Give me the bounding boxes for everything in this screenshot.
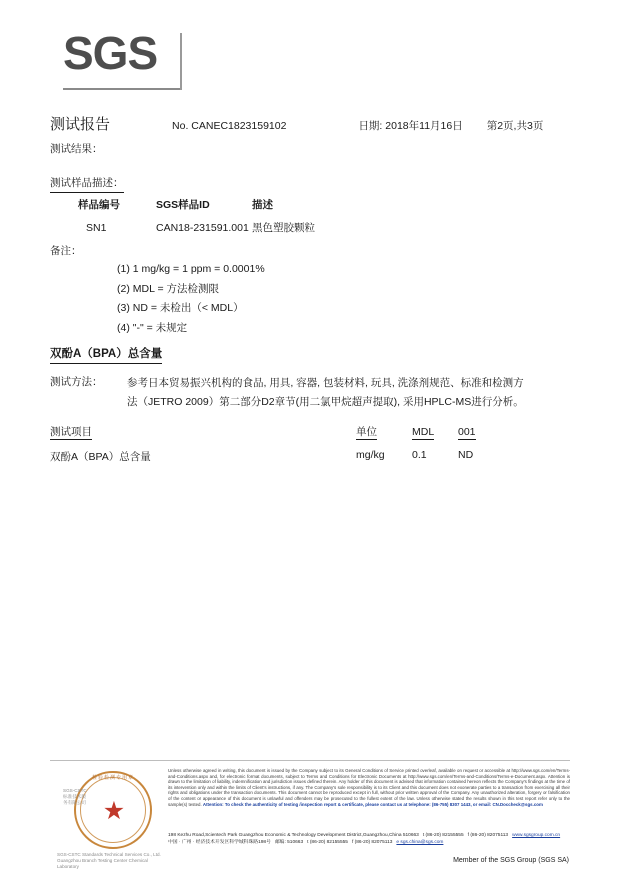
footer-divider bbox=[50, 760, 570, 761]
report-header-row bbox=[50, 113, 570, 134]
address-en: 198 Kezhu Road,Scientech Park Guangzhou Economic & Technology Development District,Guangzhou,China 510663 bbox=[168, 833, 419, 838]
list-item: (3) ND = 未检出（< MDL） bbox=[117, 302, 244, 314]
result-col-001-label: 001 bbox=[458, 425, 476, 438]
address-cn: 中国 · 广州 · 经济技术开发区科学城科珠路198号 bbox=[168, 840, 271, 845]
page-counter: 第2页,共3页 bbox=[486, 120, 544, 132]
address-en-tel: t (86-20) 82155555 bbox=[422, 833, 464, 838]
stamp-caption bbox=[57, 852, 169, 870]
result-mdl: 0.1 bbox=[412, 449, 427, 461]
address-cn-mail[interactable]: e sgs.china@sgs.com bbox=[396, 840, 444, 845]
legal-disclaimer bbox=[168, 768, 570, 807]
result-unit: mg/kg bbox=[356, 449, 385, 461]
sample-table bbox=[78, 197, 392, 235]
result-table bbox=[50, 424, 518, 464]
page-title: 测试报告 bbox=[50, 116, 111, 133]
sgs-logo-text: SGS bbox=[63, 27, 158, 79]
sample-desc: 黑色塑胶颗粒 bbox=[252, 222, 315, 234]
section-heading-bpa: 双酚A（BPA）总含量 bbox=[50, 345, 162, 364]
sgs-logo bbox=[63, 27, 183, 88]
list-item: (1) 1 mg/kg = 1 ppm = 0.0001% bbox=[117, 263, 265, 275]
table-row bbox=[78, 220, 392, 235]
stamp-caption-line-1: SGS-CSTC Standards Technical Services Co., Ltd. bbox=[57, 852, 161, 857]
test-method-line-2: 法（JETRO 2009）第二部分D2章节(用二氯甲烷超声提取), 采用HPLC-MS进行分析。 bbox=[127, 396, 524, 408]
sample-col-desc: 描述 bbox=[252, 199, 273, 211]
footer-address bbox=[168, 832, 570, 846]
address-en-fax: f (86-20) 82075113 bbox=[467, 833, 509, 838]
legal-text: Unless otherwise agreed in writing, this document is issued by the Company subject to its General Conditions of Service printed overleaf, available on request or accessible at http://www.sgs.com/en/Terms-and-Conditions.aspx and, for electronic format documents, subject to Terms and Conditions for Electronic Documents at http://www.sgs.com/en/Terms-and-Conditions/Terms-e-Document.aspx. Attention is drawn to the limitation of liability, indemnification and jurisdiction issues defined therein. Any holder of this document is advised that information contained hereon reflects the Company's findings at the time of its intervention only and within the limits of Client's instructions, if any. The Company's sole responsibility is to its Client and this document does not exonerate parties to a transaction from exercising all their rights and obligations under the transaction documents. This document cannot be reproduced except in full, without prior written approval of the Company. Any unauthorized alteration, forgery or falsification of the content or appearance of this document is unlawful and offenders may be prosecuted to the fullest extent of the law. Unless otherwise stated the results shown in this test report refer only to the sample(s) tested. bbox=[168, 768, 570, 807]
result-col-item bbox=[50, 424, 356, 443]
address-cn-zip: 邮编: 510663 bbox=[274, 840, 304, 845]
remarks-list bbox=[117, 260, 265, 338]
company-stamp bbox=[57, 768, 167, 869]
result-col-mdl-label: MDL bbox=[412, 425, 435, 438]
logo-vertical-rule bbox=[180, 33, 182, 90]
address-cn-row bbox=[168, 839, 570, 846]
result-value-001: ND bbox=[458, 449, 474, 461]
test-method-text bbox=[127, 374, 547, 412]
star-icon: ★ bbox=[102, 797, 126, 825]
report-date: 日期: 2018年11月16日 bbox=[358, 120, 463, 132]
result-item: 双酚A（BPA）总含量 bbox=[50, 451, 151, 463]
result-col-unit bbox=[356, 424, 412, 443]
test-method-line-1: 参考日本贸易振兴机构的食品, 用具, 容器, 包装材料, 玩具, 洗涤剂规范、标准和检测方 bbox=[127, 377, 524, 389]
result-col-001 bbox=[458, 424, 518, 443]
legal-attention-text[interactable]: Attention: To check the authenticity of testing /inspection report & certificate, please contact us at telephone: (86-755) 8307 1443, or email: CN.Doccheck@sgs.com bbox=[202, 801, 543, 807]
list-item: (2) MDL = 方法检测限 bbox=[117, 282, 219, 295]
address-en-row bbox=[168, 832, 570, 839]
table-row bbox=[50, 443, 518, 464]
address-cn-fax: f (86-20) 82075113 bbox=[351, 840, 393, 845]
member-line: Member of the SGS Group (SGS SA) bbox=[453, 857, 569, 864]
sample-description-label: 测试样品描述： bbox=[50, 175, 124, 193]
test-results-label: 测试结果： bbox=[50, 143, 103, 155]
sample-id: CAN18-231591.001 bbox=[156, 221, 249, 234]
test-method-label: 测试方法： bbox=[50, 376, 103, 388]
result-col-item-label: 测试项目 bbox=[50, 426, 92, 438]
logo-underline bbox=[63, 88, 180, 90]
result-col-mdl bbox=[412, 424, 458, 443]
list-item: (4) "-" = 未规定 bbox=[117, 321, 188, 334]
remarks-label: 备注： bbox=[50, 245, 82, 257]
result-table-header-row bbox=[50, 424, 518, 443]
report-number: No. CANEC1823159102 bbox=[172, 120, 287, 132]
result-col-unit-label: 单位 bbox=[356, 426, 377, 438]
stamp-chinese-text: 检验检测专用章 bbox=[91, 775, 134, 781]
address-en-web[interactable]: www.sgsgroup.com.cn bbox=[512, 833, 561, 838]
sample-table-header-row bbox=[78, 197, 392, 220]
stamp-caption-line-2: Guangzhou Branch Testing Center Chemical Laboratory bbox=[57, 858, 148, 869]
stamp-side-text: SGS-CSTC 标准技术服务有限公司 bbox=[63, 788, 87, 805]
sample-col-id: SGS样品ID bbox=[156, 199, 210, 211]
sample-no: SN1 bbox=[86, 221, 107, 234]
address-cn-tel: t (86-20) 82155555 bbox=[307, 840, 348, 845]
sample-col-no: 样品编号 bbox=[78, 199, 120, 211]
